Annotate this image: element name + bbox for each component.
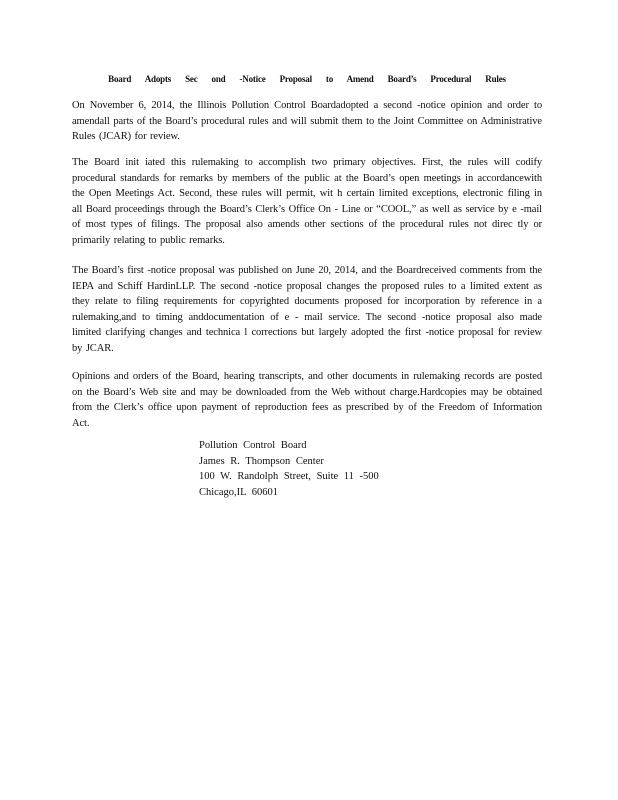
address-line-center: James R. Thompson Center — [199, 455, 324, 467]
paragraph-first-notice: The Board’s first -notice proposal was published on June 20, 2014, and the Boardreceived comments from the IEPA and Schiff HardinLLP. The second -notice proposal changes the proposed rules to a limited extent as they relate to filing requirements for copyrighted documents proposed for incorporation by reference in a rulemaking,and to timing anddocumentation of e - mail service. The second -notice proposal also made limited clarifying changes and technica l corrections but largely adopted the first -notice proposal for review by JCAR. — [72, 265, 542, 354]
document-title: Board Adopts Sec ond -Notice Proposal to Amend Board’s Procedural Rules — [108, 74, 506, 84]
paragraph-objectives: The Board init iated this rulemaking to accomplish two primary objectives. First, the rules will codify procedural standards for remarks by members of the public at the Board’s open meetings in accordancewith the Open Meetings Act. Second, these rules will permit, wit h certain limited exceptions, electronic filing in all Board proceedings through the Board’s Clerk’s Office On - Line or “COOL,” as well as service by e -mail of most types of filings. The proposal also amends other sections of the procedural rules not direc tly or primarily relating to public remarks. — [72, 157, 542, 246]
address-line-city: Chicago,IL 60601 — [199, 486, 279, 498]
mailing-address — [199, 438, 379, 500]
paragraph-announcement: On November 6, 2014, the Illinois Pollution Control Boardadopted a second -notice opinion and order to amendall parts of the Board’s procedural rules and will submit them to the Joint Committee on Administrative Rules (JCAR) for review. — [72, 100, 542, 142]
paragraph-opinions: Opinions and orders of the Board, hearing transcripts, and other documents in rulemaking records are posted on the Board’s Web site and may be downloaded from the Web without charge.Hardcopies may be obtained from the Clerk’s office upon payment of reproduction fees as prescribed by of the Freedom of Information Act. — [72, 371, 542, 429]
address-line-board: Pollution Control Board — [199, 440, 307, 451]
address-line-street: 100 W. Randolph Street, Suite 11 -500 — [199, 471, 379, 482]
